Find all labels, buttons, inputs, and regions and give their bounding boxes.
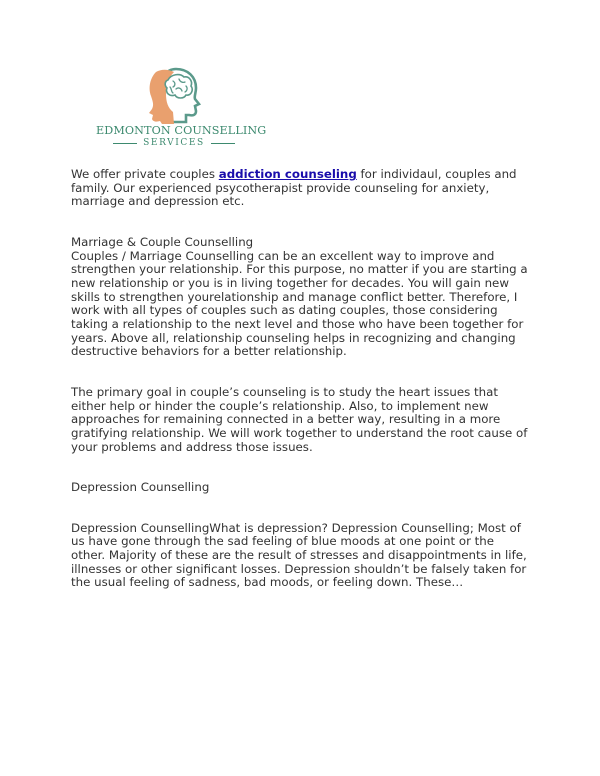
spacer [71,495,531,522]
spacer [71,454,531,481]
article-body [71,168,531,590]
spacer [71,209,531,236]
depression-paragraph: Depression CounsellingWhat is depression? Depression Counselling; Most of us have gone through the sad feeling of blue moods at one point or the other. Majority of these are the result of stresses and disappointments in life, illnesses or other significant losses. Depression shouldn’t be falsely taken for the usual feeling of sadness, bad moods, or feeling down. These… [71,520,527,590]
addiction-counseling-link[interactable]: addiction counseling [218,167,357,181]
head-brain-icon [146,66,202,124]
intro-paragraph [71,168,531,209]
goal-paragraph: The primary goal in couple’s counseling is to study the heart issues that either help or hinder the couple’s relationship. Also, to implement new approaches for remaining connected in a better way, resulting in a more gratifying relationship. We will work together to understand the root cause of your problems and address those issues. [71,384,528,454]
marriage-heading: Marriage & Couple Counselling [71,234,254,249]
marriage-paragraph: Couples / Marriage Counselling can be an excellent way to improve and strengthen your relationship. For this purpose, no matter if you are starting a new relationship or you is in living together for decades. You will gain new skills to strengthen yourelationship and manage conflict better. Therefore, I work with all types of couples such as dating couples, those considering taking a relationship to the next level and those who have been together for years. Above all, relationship counseling helps in recognizing and changing destructive behaviors for a better relationship. [71,248,528,359]
logo-rule-left [113,143,137,144]
logo-name: EDMONTON COUNSELLING [96,124,267,137]
spacer [71,359,531,386]
logo-subtitle [96,138,252,148]
intro-text-after: for individaul, couples and family. Our experienced psycotherapist provide counseling for anxiety, marriage and depression etc. [71,167,517,209]
intro-text-before: We offer private couples [71,167,219,181]
logo-rule-right [211,143,235,144]
depression-heading: Depression Counselling [71,480,210,495]
logo-subtitle-text: SERVICES [143,138,205,148]
edmonton-counselling-logo [96,66,267,148]
